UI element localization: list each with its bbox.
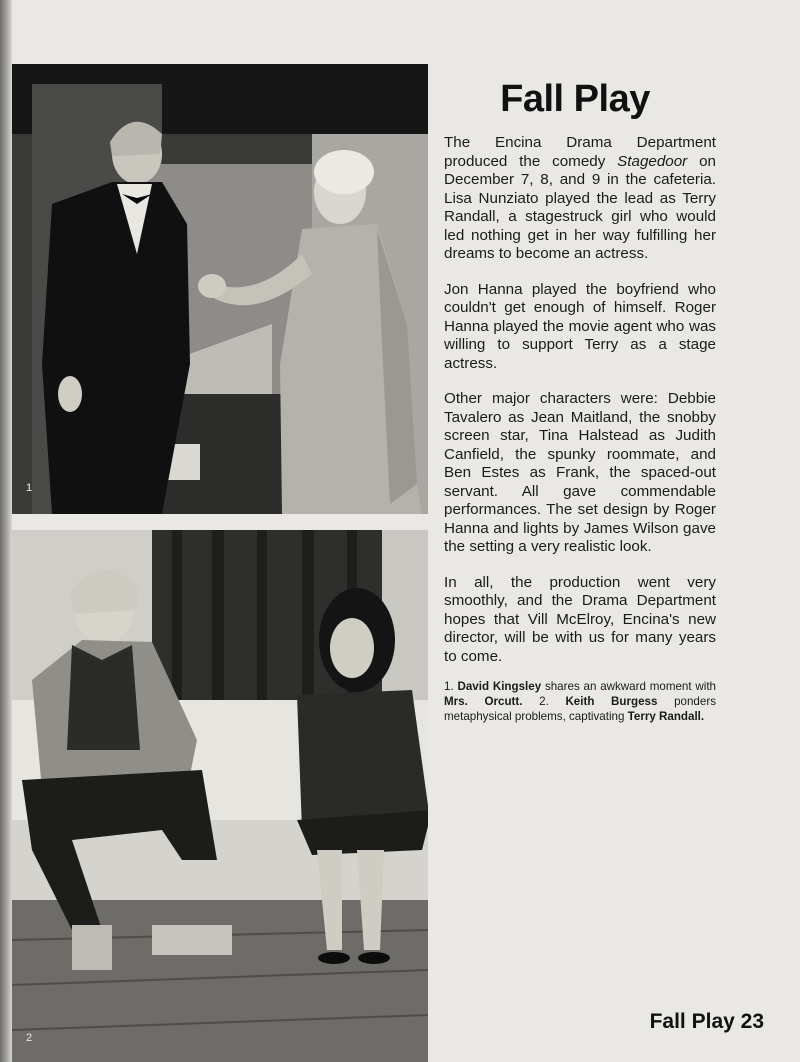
caption-number-2: 2. — [522, 695, 566, 708]
caption-name-orcutt: Mrs. Orcutt. — [444, 695, 523, 708]
caption-number-1: 1. — [444, 680, 454, 693]
paragraph-3: Other major characters were: Debbie Tavalero as Jean Maitland, the snobby screen star, Tina Halstead as Judith Canfield, the spunky roommate, and Ben Estes as Frank, the spaced-out servant. All gave commendable performances. The set design by Roger Hanna and lights by James Wilson gave the setting a very realistic look. — [444, 390, 716, 555]
photo-1-number: 1 — [26, 482, 33, 494]
caption-text-1: shares an awkward moment with — [541, 680, 717, 693]
paragraph-2: Jon Hanna played the boyfriend who couldn't get enough of himself. Roger Hanna played the movie agent who was willing to support Terry as a stage actress. — [444, 280, 716, 372]
caption-text-2: ponders metaphysical problems, captivating — [444, 695, 716, 723]
photo-stage-scene-2 — [12, 530, 428, 1062]
caption-name-keith: Keith Burgess — [565, 695, 658, 708]
photo-1-image — [12, 64, 428, 514]
photo-2-number: 2 — [26, 1032, 33, 1044]
photo-stage-scene-1 — [12, 64, 428, 514]
paragraph-1-start: The Encina Drama Department produced the comedy — [444, 134, 716, 170]
page-binding-edge — [0, 0, 12, 1062]
paragraph-1 — [444, 134, 716, 264]
article-body — [444, 134, 716, 724]
page-title: Fall Play — [500, 78, 650, 120]
caption-name-terry: Terry Randall. — [627, 710, 705, 723]
page-footer: Fall Play 23 — [649, 1010, 764, 1033]
paragraph-1-end: on December 7, 8, and 9 in the cafeteria. Lisa Nunziato played the lead as Terry Randall, a stagestruck girl who would led nothing get in her way fulfilling her dreams to become an actress. — [444, 152, 716, 262]
photo-2-image — [12, 530, 428, 1062]
paragraph-4: In all, the production went very smoothly, and the Drama Department hopes that Vill McElroy, Encina's new director, will be with us for many years to come. — [444, 573, 716, 665]
caption-name-david: David Kingsley — [457, 680, 542, 693]
play-title: Stagedoor — [617, 152, 688, 170]
photo-caption — [444, 679, 716, 724]
